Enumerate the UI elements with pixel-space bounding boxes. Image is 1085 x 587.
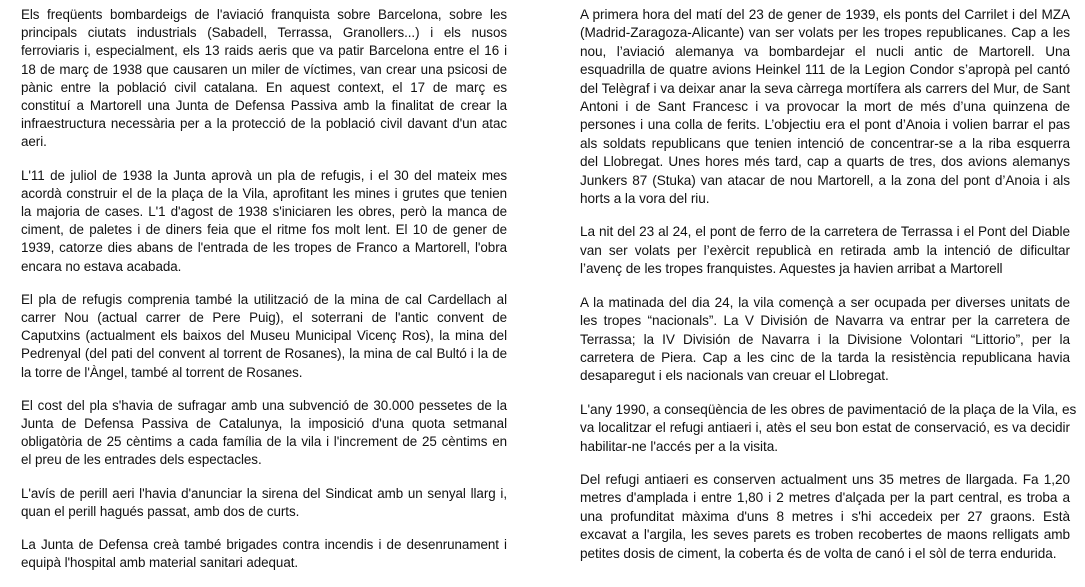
paragraph-january-23 (580, 6, 1070, 208)
text-line: ciment, de paletes i de diners feia que el ritme fos molt lent. El 10 de gener de (21, 222, 507, 238)
text-line: El cost del pla s'havia de sufragar amb una subvenció de 30.000 pessetes de la (21, 397, 507, 413)
text-line: habilitar-ne l'accés per a la visita. (580, 438, 778, 454)
left-column (21, 6, 507, 587)
paragraph-occupation (580, 294, 1070, 386)
text-line: El pla de refugis comprenia també la utilització de la mina de cal Cardellach al (21, 291, 507, 307)
text-line: nou, l’aviació alemanya va bombardejar el nucli antic de Martorell. Una (580, 43, 1070, 59)
text-line: del Llobregat. Unes hores més tard, cap a quarts de tres, dos avions alemanys (580, 154, 1070, 170)
text-line: van ser volats per l’exèrcit republicà en retirada amb la intenció de dificultar (580, 242, 1070, 258)
text-line: quan el perill hagués passat, amb dos de curts. (21, 503, 300, 519)
text-line: 18 de març de 1938 que causaren un miler de víctimes, van crear una psicosi de (21, 61, 507, 77)
paragraph-brigades (21, 536, 507, 572)
text-line: La Junta de Defensa creà també brigades contra incendis i de desenrunament i (21, 537, 507, 553)
text-line: Junkers 87 (Stuka) van atacar de nou Martorell, a la zona del pont d’Anoia i als (580, 172, 1070, 188)
text-line: les tropes “nacionals”. La V División de Navarra va entrar per la carretera de (580, 313, 1070, 329)
text-line: obligatòria de 25 cèntims a cada família de la vila i l'increment de 25 cèntims en (21, 434, 507, 450)
text-line: equipà l'hospital amb material sanitari adequat. (21, 555, 299, 571)
paragraph-discovery (580, 401, 1077, 456)
right-column (580, 6, 1077, 578)
text-line: Caputxins (actualment els baixos del Museu Municipal Vicenç Ros), la mina del (21, 328, 507, 344)
text-line: L'avís de perill aeri l'havia d'anunciar la sirena del Sindicat amb un senyal llarg i, (21, 485, 507, 501)
text-line: aeri. (21, 134, 47, 150)
text-line: la torre de l'Àngel, també al torrent de Rosanes. (21, 364, 303, 380)
text-line: L'any 1990, a conseqüència de les obres de pavimentació de la plaça de la Vila, es (580, 401, 1077, 417)
text-line: Antoni i de Sant Francesc i va provocar la mort de més d’una quinzena de (580, 99, 1070, 115)
text-line: A primera hora del matí del 23 de gener de 1939, els ponts del Carrilet i del MZA (580, 7, 1070, 22)
text-line: metres d'amplada i entre 1,80 i 2 metres d'alçada per la part central, es troba a (580, 490, 1070, 506)
text-line: Pedrenyal (del pati del convent al torrent de Rosanes), la mina de cal Bultó i la de (21, 346, 507, 362)
text-line: Els freqüents bombardeigs de l'aviació franquista sobre Barcelona, sobre les (21, 7, 507, 22)
text-line: principals ciutats industrials (Sabadell, Terrassa, Granollers...) i els nusos (21, 25, 507, 41)
paragraph-refuge-plan (21, 167, 507, 276)
text-line: 1939, catorze dies abans de l'entrada de les tropes de Franco a Martorell, l'obra (21, 240, 507, 256)
text-line: encara no estava acabada. (21, 258, 182, 274)
paragraph-cost (21, 397, 507, 470)
text-line: infraestructura necessària per a la protecció de la població civil davant d'un atac (21, 116, 507, 132)
text-line: ferroviaris i, especialment, els 13 raids aeris que va patir Barcelona entre el 16 i (21, 43, 507, 59)
text-line: l’avenç de les tropes franquistes. Aquestes ja havien arribat a Martorell (580, 261, 1003, 277)
text-line: horts a la vora del riu. (580, 191, 710, 207)
paragraph-siren (21, 485, 507, 521)
text-line: Del refugi antiaeri es conserven actualment uns 35 metres de llargada. Fa 1,20 (580, 471, 1070, 487)
text-line: L'11 de juliol de 1938 la Junta aprovà un pla de refugis, i el 30 del mateix mes (21, 167, 507, 183)
text-line: carrer Nou (actual carrer de Pere Puig), el soterrani de l'antic convent de (21, 310, 507, 326)
paragraph-dimensions (580, 471, 1070, 563)
paragraph-mines (21, 291, 507, 382)
text-line: A la matinada del dia 24, la vila començà a ser ocupada per diverses unitats de (580, 294, 1070, 310)
text-line: esquadrilla de quatre avions Heinkel 111 de la Legion Condor s’apropà pel cantó (580, 62, 1070, 78)
text-line: una profunditat màxima d'uns 8 metres i s'hi accedeix per 27 graons. Està (580, 508, 1070, 524)
text-line: pànic entre la població civil catalana. En aquest context, el 17 de març es (21, 79, 507, 95)
paragraph-bridges (580, 223, 1070, 278)
text-line: el preu de les entrades dels espectacles. (21, 452, 262, 468)
text-line: constituí a Martorell una Junta de Defensa Passiva amb la finalitat de crear la (21, 98, 507, 114)
text-line: desaparegut i els nacionals van creuar el Llobregat. (580, 368, 889, 384)
text-line: La nit del 23 al 24, el pont de ferro de la carretera de Terrassa i el Pont del Diable (580, 224, 1070, 240)
text-line: la majoria de cases. L'1 d'agost de 1938 s'iniciaren les obres, però la manca de (21, 204, 507, 220)
text-line: Junta de Defensa Passiva de Catalunya, la imposició d'una quota setmanal (21, 416, 507, 432)
text-line: Terrassa; la IV División de Navarra i la Divisione Volontari “Littorio”, per la (580, 331, 1070, 347)
text-line: acordà construir el de la plaça de la Vila, aprofitant les mines i grutes que tenien (21, 185, 507, 201)
text-line: del Telègraf i va deixar anar la seva càrrega mortífera als carrers del Mur, de Sant (580, 80, 1070, 96)
text-line: (Madrid-Zaragoza-Alicante) van ser volats per les tropes republicanes. Cap a les (580, 25, 1070, 41)
text-line: excavat a l'argila, les seves parets es troben recobertes de maons relligats amb (580, 527, 1070, 543)
text-line: carretera de Piera. Cap a les cinc de la tarda la resistència republicana havia (580, 349, 1070, 365)
text-line: petites dosis de ciment, la coberta és de volta de canó i el sòl de terra endurida. (580, 545, 1057, 561)
text-line: persones i una colla de ferits. L’objectiu era el pont d’Anoia i volien barrar el pas (580, 117, 1070, 133)
paragraph-bombings (21, 6, 507, 152)
text-line: als soldats republicans que tenien intenció de concentrar-se a la riba esquerra (580, 135, 1070, 151)
text-line: va localitzar el refugi antiaeri i, atès el seu bon estat de conservació, es va decidir (580, 420, 1070, 436)
